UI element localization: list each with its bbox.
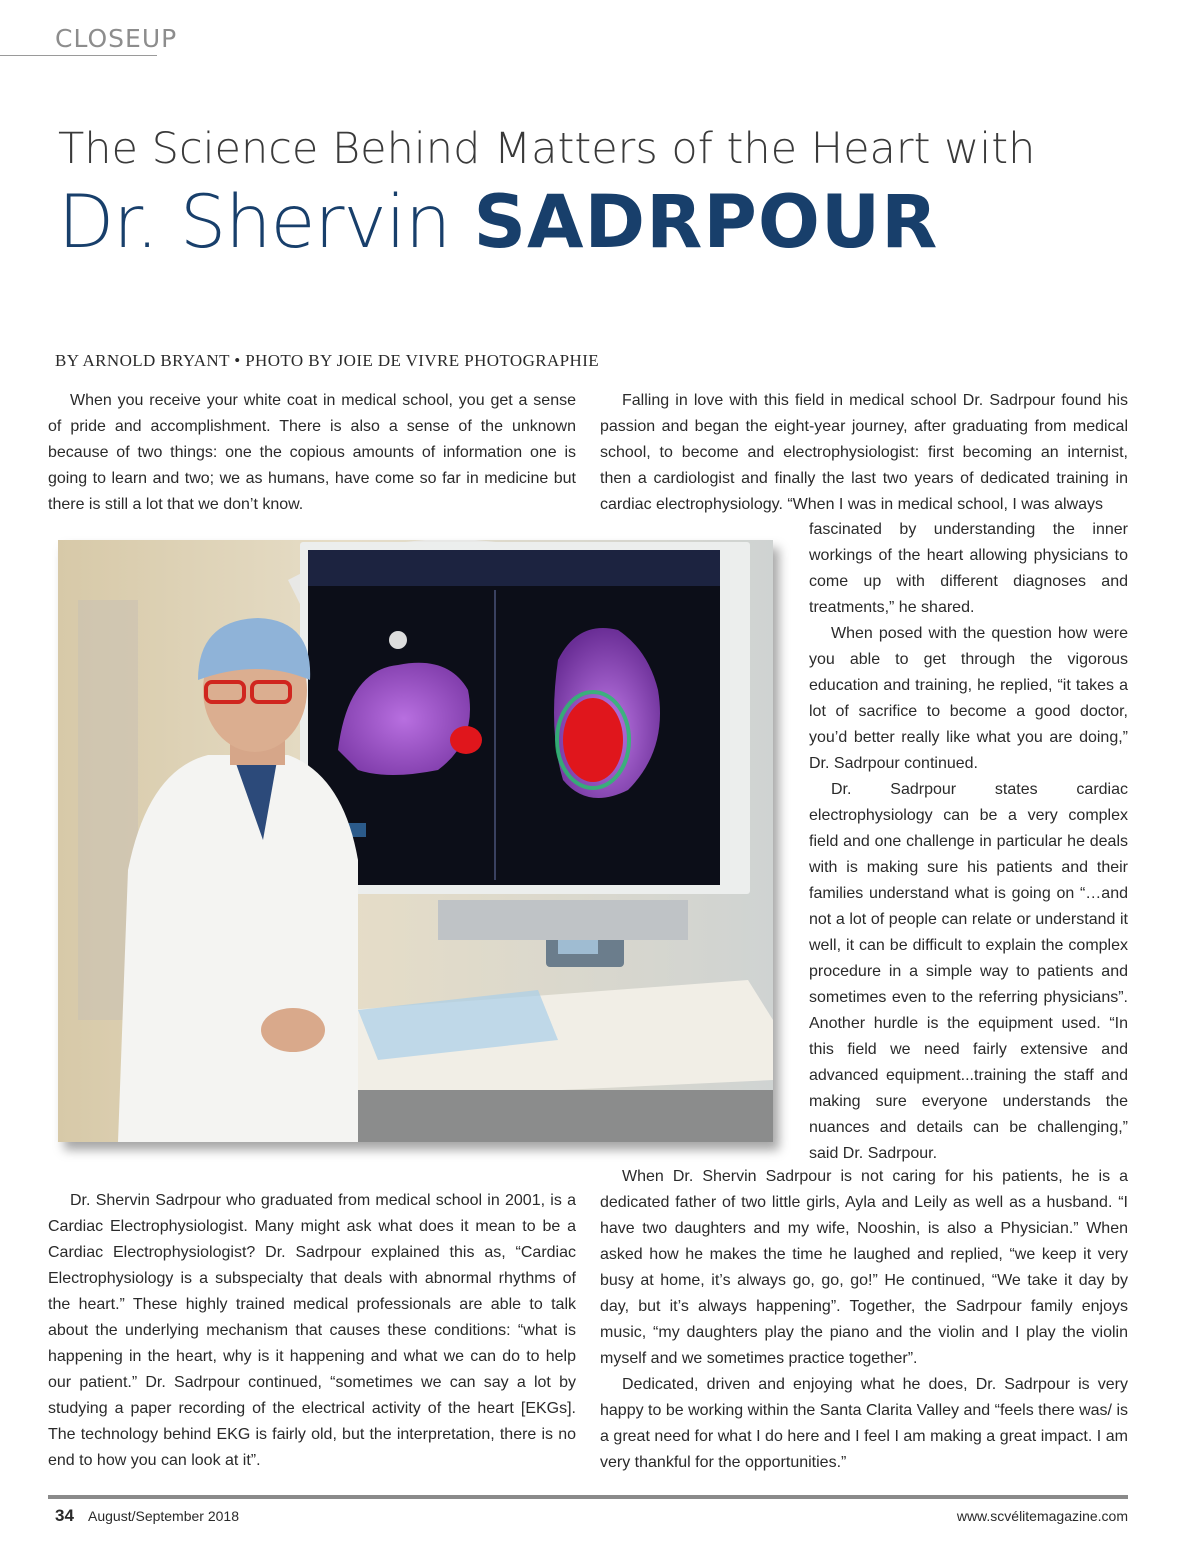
- doctor-coat: [118, 755, 358, 1142]
- headline-last-name: SADRPOUR: [473, 180, 939, 265]
- paragraph-intro: When you receive your white coat in medical school, you get a sense of pride and accomplishment. There is also a sense of the unknown because of two things: one the copious amounts of information one is going to learn and two; we as humans, have come so far in medicine but there is still a lot that we don’t know.: [48, 392, 576, 513]
- headline-first-name: Dr. Shervin: [58, 180, 451, 265]
- page-number: 34: [55, 1506, 74, 1525]
- photo-illustration: [58, 540, 773, 1142]
- column-left-top: [48, 388, 576, 518]
- byline: BY ARNOLD BRYANT • PHOTO BY JOIE DE VIVRE PHOTOGRAPHIE: [55, 351, 600, 370]
- column-right-bottom: [600, 1164, 1128, 1476]
- paragraph-specialty: Dr. Shervin Sadrpour who graduated from medical school in 2001, is a Cardiac Electrophysiologist. Many might ask what does it mean to be a Cardiac Electrophysiologist? Dr. Sadrpour explained this as, “Cardiac Electrophysiology is a subspecialty that deals with abnormal rhythms of the heart.” These highly trained medical professionals are able to talk about the underlying mechanism that causes these conditions: “what is happening in the heart, why is it happening and what we can do to help our patient.” Dr. Sadrpour continued, “sometimes we can say a lot by studying a paper recording of the electrical activity of the heart [EKGs]. The technology behind EKG is fairly old, but the interpretation, there is no end to how you can look at it”.: [48, 1192, 576, 1469]
- paragraph-family: When Dr. Shervin Sadrpour is not caring for his patients, he is a dedicated father of two little girls, Ayla and Leily as well as a husband. “I have two daughters and my wife, Nooshin, is also a Physician.” When asked how he makes the time he laughed and replied, “we keep it very busy at home, it’s always go, go, go!” He continued, “We take it day by day, but it’s always happening”. Together, the Sadrpour family enjoys music, “my daughters play the piano and the violin and I play the violin myself and we sometimes practice together”.: [600, 1168, 1128, 1367]
- column-right-wrap: [809, 517, 1128, 1167]
- paragraph-training: When posed with the question how were you able to get through the vigorous education and training, he replied, “it takes a lot of sacrifice to become a good doctor, you’d better really like what you are doing,” Dr. Sadrpour continued.: [809, 625, 1128, 772]
- article-photo: [58, 540, 773, 1142]
- paragraph-passion: Falling in love with this field in medical school Dr. Sadrpour found his passion and began the eight-year journey, after graduating from medical school, to become and electrophysiologist: first becoming an internist, then a cardiologist and finally the last two years of dedicated training in cardiac electrophysiology. “When I was in medical school, I was always: [600, 392, 1128, 513]
- column-left-bottom: [48, 1188, 576, 1474]
- column-right-top: [600, 388, 1128, 518]
- headline-name: [58, 180, 938, 265]
- paragraph-challenges: Dr. Sadrpour states cardiac electrophysiology can be a very complex field and one challenge in particular he deals with is making sure his patients and their families understand what is going on “…and not a lot of people can relate or understand it well, it can be difficult to explain the complex procedure in a simple way to patients and sometimes even to the referring physicians”. Another hurdle is the equipment used. “In this field we need fairly extensive and advanced equipment...training the staff and making sure everyone understands the nuances and details can be challenging,” said Dr. Sadrpour.: [809, 781, 1128, 1162]
- headline-line1: The Science Behind Matters of the Heart with: [58, 124, 1036, 174]
- section-divider: [0, 55, 157, 56]
- paragraph-passion-continued: fascinated by understanding the inner workings of the heart allowing physicians to come up with different diagnoses and treatments,” he shared.: [809, 521, 1128, 616]
- section-label: CLOSEUP: [55, 24, 178, 53]
- footer-divider: [48, 1495, 1128, 1499]
- paragraph-closing: Dedicated, driven and enjoying what he does, Dr. Sadrpour is very happy to be working within the Santa Clarita Valley and “feels there was/ is a great need for what I do here and I feel I am making a great impact. I am very thankful for the opportunities.”: [600, 1376, 1128, 1471]
- website-url[interactable]: www.scvélitemagazine.com: [956, 1508, 1128, 1524]
- issue-date: August/September 2018: [88, 1508, 239, 1524]
